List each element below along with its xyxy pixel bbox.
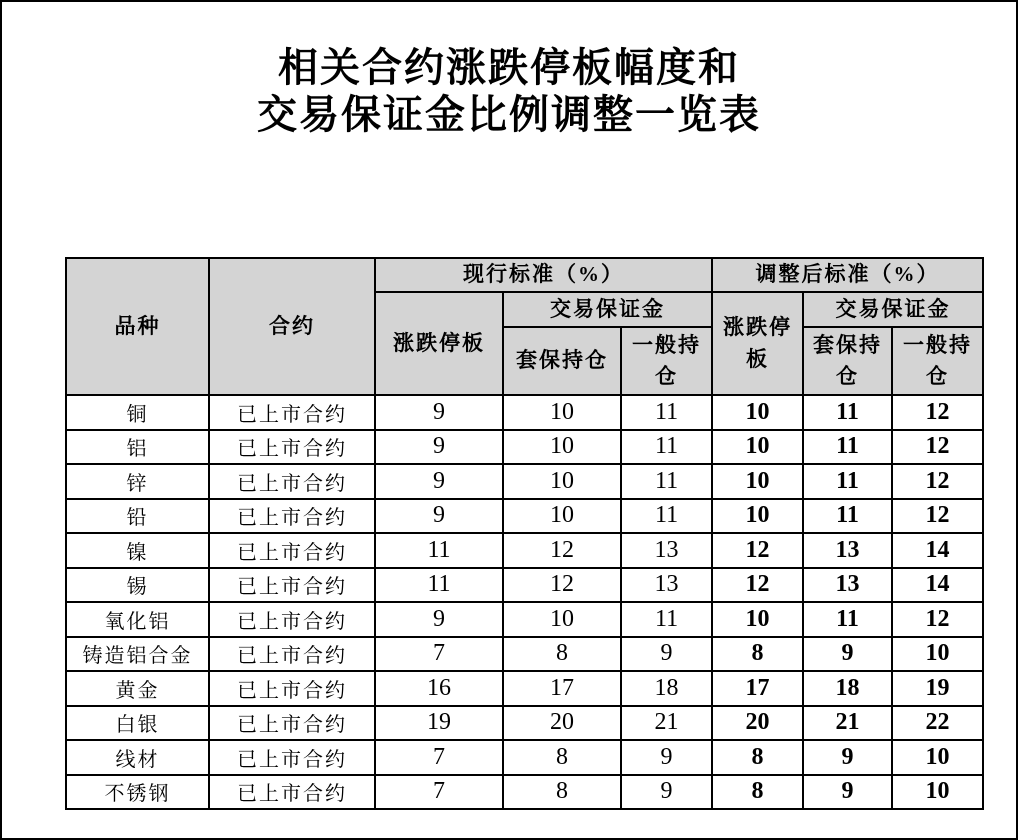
variety-cell: 锌 <box>66 464 209 499</box>
current-price-limit-cell: 7 <box>375 637 503 672</box>
current-general-cell: 18 <box>621 671 712 706</box>
adjusted-price-limit-cell: 10 <box>712 395 803 430</box>
adjusted-price-limit-cell: 17 <box>712 671 803 706</box>
current-price-limit-cell: 7 <box>375 775 503 810</box>
adjusted-price-limit-cell: 10 <box>712 602 803 637</box>
table-row <box>66 740 983 775</box>
adjusted-hedge-cell: 9 <box>803 637 892 672</box>
variety-cell: 黄金 <box>66 671 209 706</box>
adjustment-table <box>65 257 984 810</box>
contract-cell: 已上市合约 <box>209 602 375 637</box>
adjusted-general-cell: 22 <box>892 706 983 741</box>
adjusted-general-cell: 14 <box>892 568 983 603</box>
table-row <box>66 706 983 741</box>
header-current-price-limit: 涨跌停板 <box>375 292 503 395</box>
current-hedge-cell: 12 <box>503 568 621 603</box>
adjusted-general-cell: 12 <box>892 430 983 465</box>
header-contract: 合约 <box>209 258 375 395</box>
current-general-cell: 9 <box>621 740 712 775</box>
variety-cell: 线材 <box>66 740 209 775</box>
adjusted-price-limit-cell: 12 <box>712 533 803 568</box>
adjusted-general-cell: 12 <box>892 602 983 637</box>
adjusted-price-limit-cell: 10 <box>712 430 803 465</box>
adjusted-general-cell: 12 <box>892 395 983 430</box>
adjusted-general-cell: 12 <box>892 499 983 534</box>
adjusted-price-limit-cell: 8 <box>712 775 803 810</box>
header-variety: 品种 <box>66 258 209 395</box>
current-general-cell: 13 <box>621 568 712 603</box>
page-title-line-2: 交易保证金比例调整一览表 <box>257 92 761 137</box>
current-hedge-cell: 10 <box>503 395 621 430</box>
adjusted-hedge-cell: 11 <box>803 430 892 465</box>
current-price-limit-cell: 7 <box>375 740 503 775</box>
adjusted-hedge-cell: 18 <box>803 671 892 706</box>
table-row <box>66 775 983 810</box>
header-adjusted-margin-group: 交易保证金 <box>803 292 983 327</box>
adjusted-hedge-cell: 9 <box>803 775 892 810</box>
current-general-cell: 13 <box>621 533 712 568</box>
adjusted-hedge-cell: 11 <box>803 602 892 637</box>
table-row <box>66 533 983 568</box>
current-hedge-cell: 12 <box>503 533 621 568</box>
page-title-line-1: 相关合约涨跌停板幅度和 <box>278 45 740 90</box>
variety-cell: 镍 <box>66 533 209 568</box>
current-general-cell: 11 <box>621 395 712 430</box>
current-general-cell: 11 <box>621 464 712 499</box>
adjusted-price-limit-cell: 12 <box>712 568 803 603</box>
adjusted-general-cell: 12 <box>892 464 983 499</box>
table-row <box>66 637 983 672</box>
current-price-limit-cell: 16 <box>375 671 503 706</box>
current-hedge-cell: 17 <box>503 671 621 706</box>
current-hedge-cell: 10 <box>503 602 621 637</box>
header-adjusted-general: 一般持仓 <box>892 327 983 395</box>
adjusted-hedge-cell: 11 <box>803 499 892 534</box>
contract-cell: 已上市合约 <box>209 533 375 568</box>
table-row <box>66 499 983 534</box>
contract-cell: 已上市合约 <box>209 430 375 465</box>
current-general-cell: 11 <box>621 602 712 637</box>
current-price-limit-cell: 11 <box>375 568 503 603</box>
contract-cell: 已上市合约 <box>209 637 375 672</box>
current-hedge-cell: 8 <box>503 740 621 775</box>
contract-cell: 已上市合约 <box>209 568 375 603</box>
adjusted-general-cell: 10 <box>892 637 983 672</box>
current-hedge-cell: 10 <box>503 464 621 499</box>
table-row <box>66 464 983 499</box>
contract-cell: 已上市合约 <box>209 464 375 499</box>
contract-cell: 已上市合约 <box>209 671 375 706</box>
adjusted-hedge-cell: 9 <box>803 740 892 775</box>
current-price-limit-cell: 9 <box>375 430 503 465</box>
current-general-cell: 21 <box>621 706 712 741</box>
variety-cell: 氧化铝 <box>66 602 209 637</box>
variety-cell: 锡 <box>66 568 209 603</box>
variety-cell: 白银 <box>66 706 209 741</box>
header-current-standard-group: 现行标准（%） <box>375 258 712 292</box>
header-adjusted-hedge: 套保持仓 <box>803 327 892 395</box>
header-row-groups <box>66 258 983 292</box>
table-row <box>66 430 983 465</box>
contract-cell: 已上市合约 <box>209 395 375 430</box>
page-title <box>2 44 1016 138</box>
variety-cell: 铜 <box>66 395 209 430</box>
current-price-limit-cell: 19 <box>375 706 503 741</box>
header-current-hedge: 套保持仓 <box>503 327 621 395</box>
variety-cell: 铸造铝合金 <box>66 637 209 672</box>
table-row <box>66 568 983 603</box>
adjusted-general-cell: 19 <box>892 671 983 706</box>
current-hedge-cell: 8 <box>503 637 621 672</box>
adjusted-general-cell: 10 <box>892 740 983 775</box>
current-hedge-cell: 20 <box>503 706 621 741</box>
adjusted-hedge-cell: 11 <box>803 395 892 430</box>
adjusted-hedge-cell: 11 <box>803 464 892 499</box>
current-hedge-cell: 8 <box>503 775 621 810</box>
current-price-limit-cell: 9 <box>375 395 503 430</box>
adjusted-general-cell: 14 <box>892 533 983 568</box>
table-row <box>66 395 983 430</box>
adjusted-hedge-cell: 13 <box>803 533 892 568</box>
adjusted-price-limit-cell: 10 <box>712 499 803 534</box>
variety-cell: 铝 <box>66 430 209 465</box>
adjusted-price-limit-cell: 8 <box>712 740 803 775</box>
current-price-limit-cell: 9 <box>375 602 503 637</box>
variety-cell: 铅 <box>66 499 209 534</box>
contract-cell: 已上市合约 <box>209 775 375 810</box>
contract-cell: 已上市合约 <box>209 499 375 534</box>
current-price-limit-cell: 11 <box>375 533 503 568</box>
current-price-limit-cell: 9 <box>375 499 503 534</box>
adjusted-hedge-cell: 21 <box>803 706 892 741</box>
table-row <box>66 602 983 637</box>
variety-cell: 不锈钢 <box>66 775 209 810</box>
current-general-cell: 9 <box>621 637 712 672</box>
adjusted-general-cell: 10 <box>892 775 983 810</box>
header-current-margin-group: 交易保证金 <box>503 292 712 327</box>
current-hedge-cell: 10 <box>503 499 621 534</box>
header-current-general: 一般持仓 <box>621 327 712 395</box>
adjusted-price-limit-cell: 8 <box>712 637 803 672</box>
current-hedge-cell: 10 <box>503 430 621 465</box>
contract-cell: 已上市合约 <box>209 706 375 741</box>
header-adjusted-standard-group: 调整后标准（%） <box>712 258 983 292</box>
current-price-limit-cell: 9 <box>375 464 503 499</box>
contract-cell: 已上市合约 <box>209 740 375 775</box>
header-adjusted-price-limit: 涨跌停板 <box>712 292 803 395</box>
current-general-cell: 11 <box>621 430 712 465</box>
current-general-cell: 9 <box>621 775 712 810</box>
table-row <box>66 671 983 706</box>
adjusted-price-limit-cell: 10 <box>712 464 803 499</box>
adjusted-price-limit-cell: 20 <box>712 706 803 741</box>
current-general-cell: 11 <box>621 499 712 534</box>
adjusted-hedge-cell: 13 <box>803 568 892 603</box>
